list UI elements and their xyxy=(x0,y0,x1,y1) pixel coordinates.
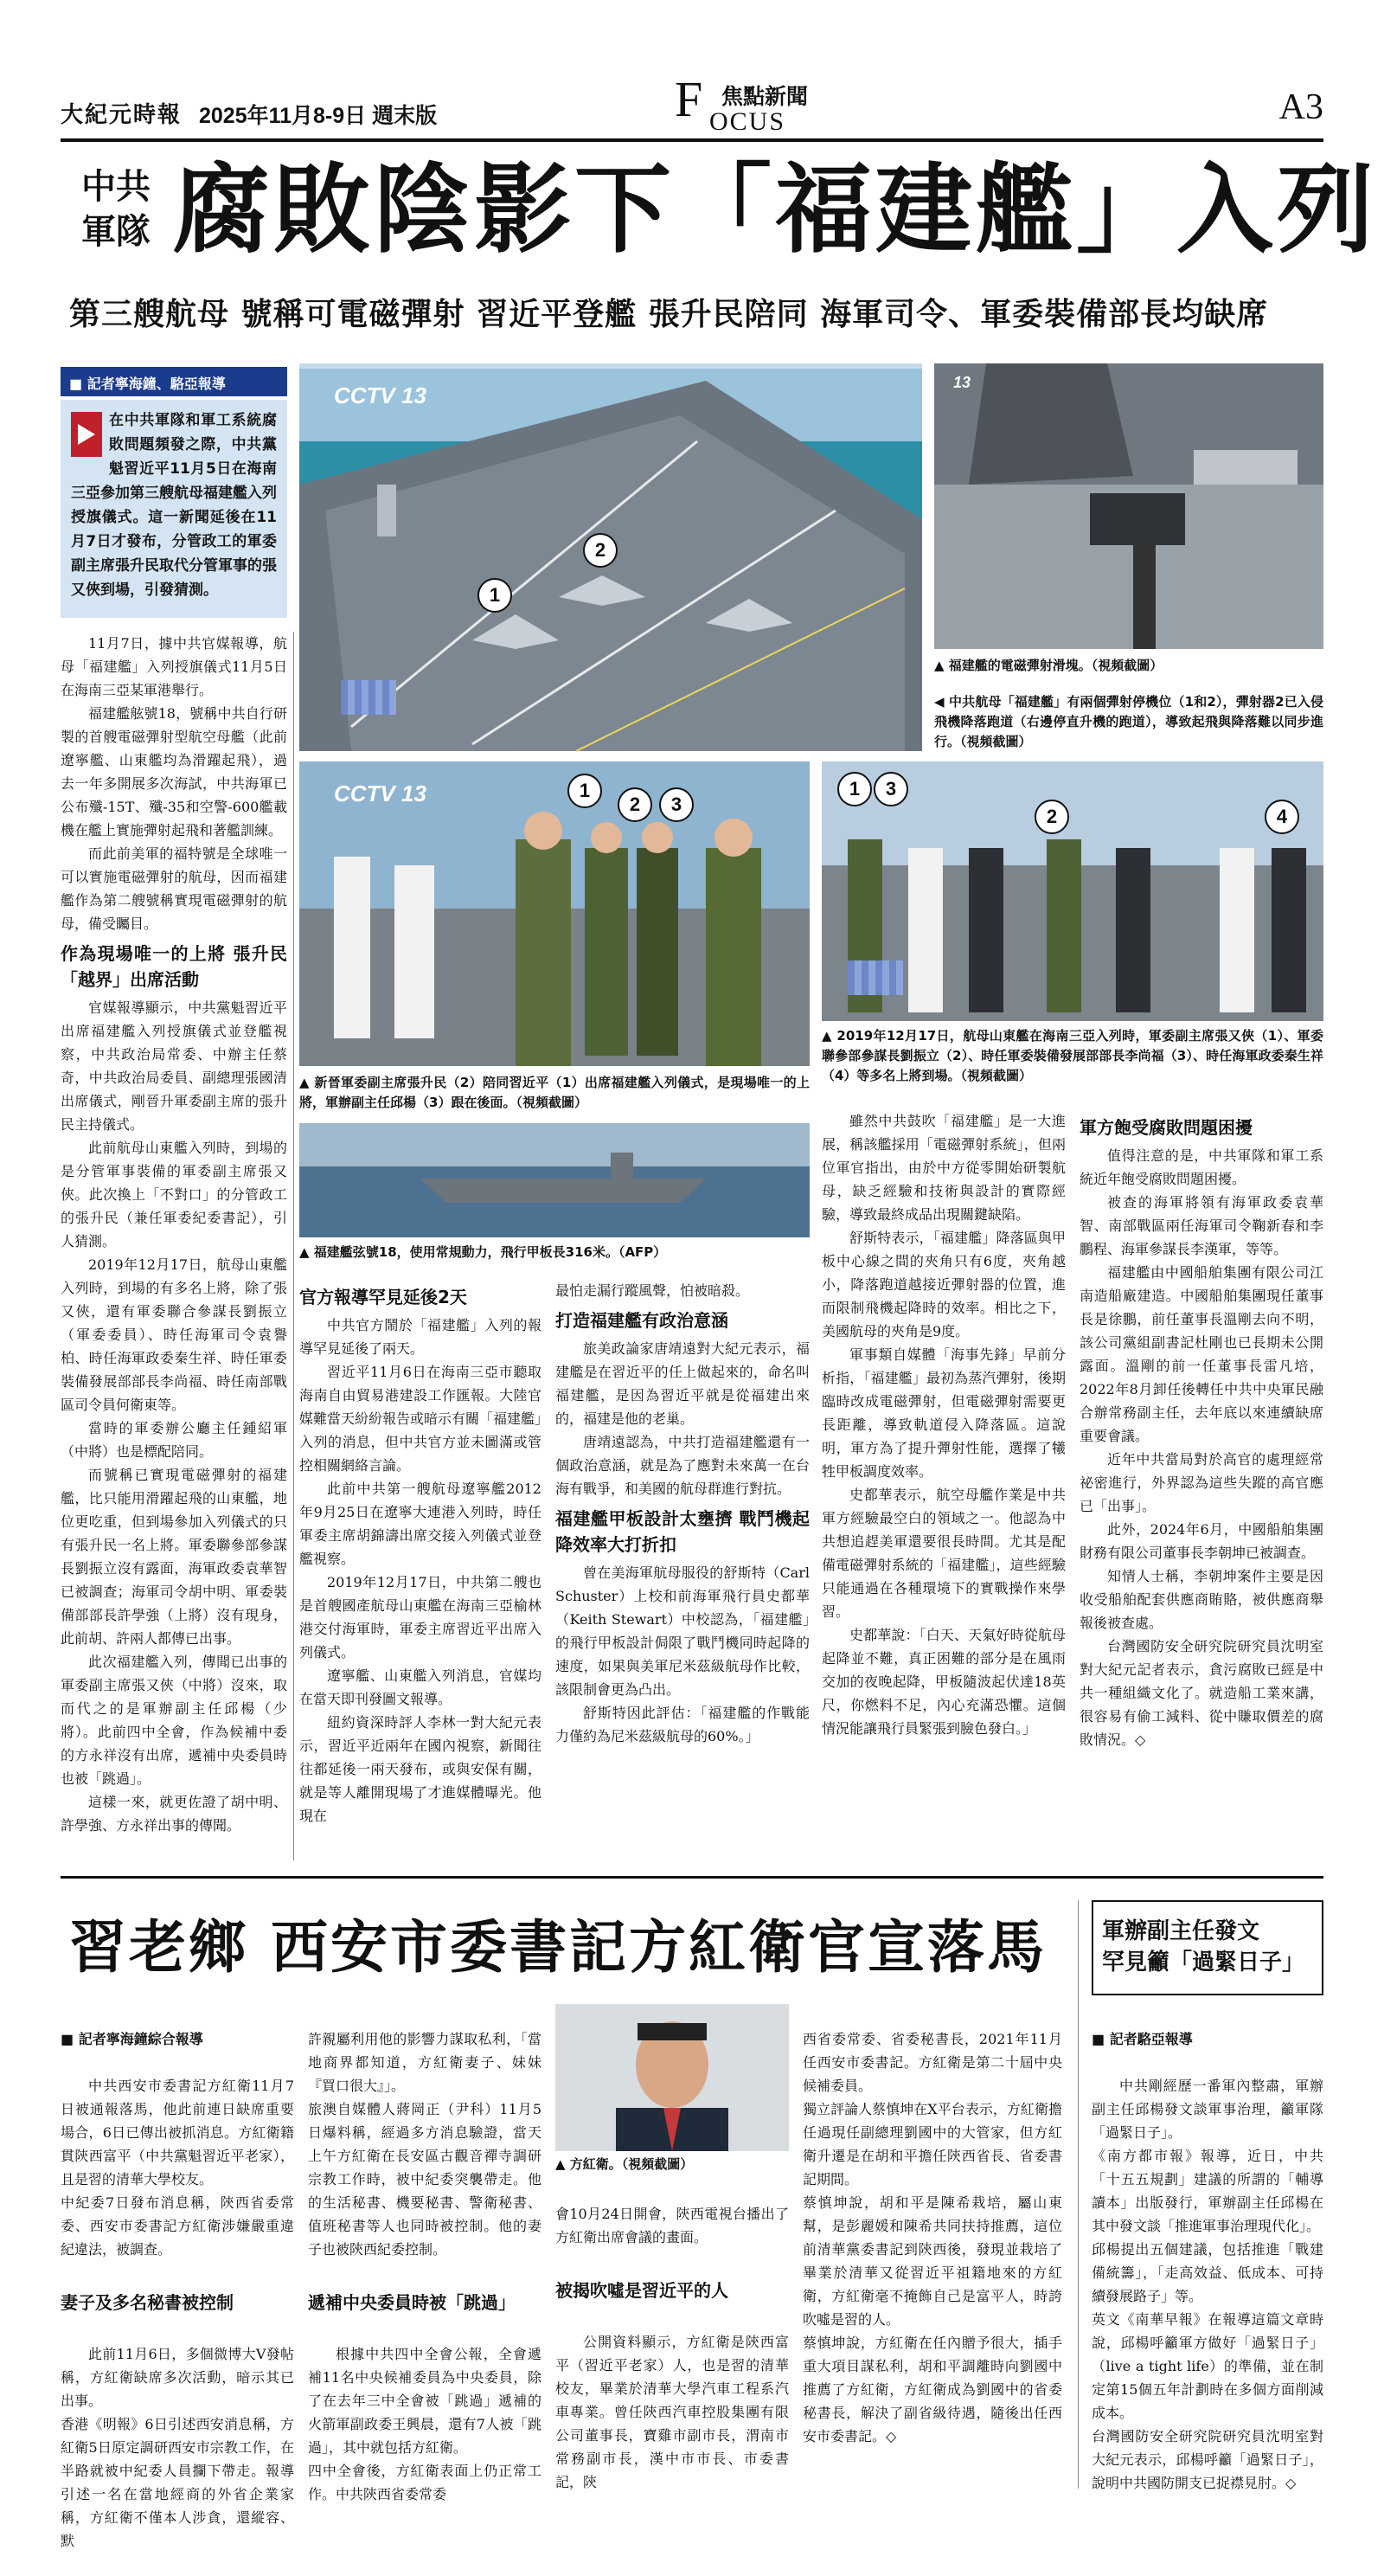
paragraph: 中共官方鬧於「福建艦」入列的報導罕見延後了兩天。 xyxy=(299,1317,541,1357)
subheading: 軍方飽受腐敗問題困擾 xyxy=(1080,1117,1253,1138)
portrait-illustration xyxy=(555,2004,789,2151)
headline-prefix-line1: 中共 xyxy=(81,166,151,207)
story2-column-3 xyxy=(555,2179,789,2489)
paragraph: 舒斯特表示，「福建艦」降落區與甲板中心線之間的夾角只有6度，夾角越小，降落跑道越接近彈射器的位置，進而限制飛機起降時的效率。相比之下，美國航母的夾角是9度。 xyxy=(822,1230,1066,1339)
paragraph: 西省委常委、省委秘書長，2021年11月任西安市委書記。方紅衛是第二十屆中央候補委員。 獨立評論人蔡慎坤在X平台表示，方紅衛擔任過現任副總理劉國中的大管家，但方紅衛升遷是在胡和平擔任陝西省長、省委書記期間。 蔡慎坤說，胡和平是陳希栽培，屬山東幫，是彭麗媛和陳希共同扶持推薦，這位前清華黨委書記到陝西後，發現並栽培了畢業於清華又從習近平祖籍地來的方紅衛，方紅衛毫不掩飾自己是富平人，時誇吹噓是習的人。 蔡慎坤說，方紅衛在任內贈予很大，插手重大項目謀私利，胡和平調離時向劉國中推薦了方紅衛，方紅衛成為劉國中的省委秘書長，解決了副省級待遇，隨後出任西安市委書記。◇ xyxy=(803,2031,1062,2444)
caption-ceremony: ▲ 新晉軍委副主席張升民（2）陪同習近平（1）出席福建艦入列儀式，是現場唯一的上將，軍辦副主任邱楊（3）跟在後面。（視頻截圖） xyxy=(299,1075,810,1110)
paragraph: 而此前美軍的福特號是全球唯一可以實施電磁彈射的航母，因而福建艦作為第二艘號稱實現電磁彈射的航母，備受矚目。 xyxy=(61,845,287,932)
story2-reporter: ■ 記者寧海鐘綜合報導 xyxy=(61,2027,294,2051)
subheading: 妻子及多名秘書被控制 xyxy=(61,2292,234,2313)
paragraph: 福建艦舷號18，號稱中共自行研製的首艘電磁彈射型航空母艦（此前遼寧艦、山東艦均為滑躍起飛），過去一年多開展多次海試，中共海軍已公布殲-15T、殲-35和空警-600艦載機在艦上實施彈射起飛和著艦訓練。 xyxy=(61,705,287,838)
section-name-en: OCUS xyxy=(709,107,786,136)
paragraph: 2019年12月17日，航母山東艦入列時，到場的有多名上將，除了張又俠，還有軍委聯合參謀長劉振立（軍委委員）、時任海軍司令袁譽柏、時任海軍政委秦生祥、時任軍委裝備發展部部長李尚福、時任南部戰區司令員何衛東等。 xyxy=(61,1256,287,1413)
cctv-logo: CCTV 13 xyxy=(334,781,426,806)
story3-reporter: ■ 記者駱亞報導 xyxy=(1092,2027,1323,2051)
column-divider xyxy=(293,632,294,1860)
paragraph: 台灣國防安全研究院研究員沈明室對大紀元記者表示，貪污腐敗已經是中共一種組織文化了。就造船工業來講，很容易有偷工減料、從中賺取價差的腐敗情況。◇ xyxy=(1080,1638,1323,1748)
paragraph: 遼寧艦、山東艦入列消息，官媒均在當天即刊發圖文報導。 xyxy=(299,1667,541,1707)
column-divider xyxy=(1078,1900,1079,2489)
section-logo xyxy=(675,71,830,136)
photo-fang-hongwei xyxy=(555,2004,789,2151)
caption-catapult: ▲ 福建艦的電磁彈射滑塊。（視頻截圖） xyxy=(934,658,1163,673)
marker-2: 2 xyxy=(583,533,618,568)
paragraph: 會10月24日開會，陝西電視台播出了方紅衛出席會議的畫面。 xyxy=(555,2206,789,2245)
paragraph: 值得注意的是，中共軍隊和軍工系統近年飽受腐敗問題困擾。 xyxy=(1080,1147,1323,1187)
column-5 xyxy=(1080,1109,1323,1860)
subheading: 作為現場唯一的上將 張升民「越界」出席活動 xyxy=(61,943,287,990)
paper-name: 大紀元時報 xyxy=(61,102,183,128)
section-name-cn: 焦點新聞 xyxy=(721,84,809,109)
paragraph: 此前11月6日，多個微博大V發帖稱，方紅衛缺席多次活動，暗示其已出事。 香港《明報》6日引述西安消息稱，方紅衛5日原定調研西安市宗教工作，在半路就被中紀委人員攔下帶走。報導引述一名在當地經商的外省企業家稱，方紅衛不僅本人涉貪，還縱容、默 xyxy=(61,2346,294,2549)
section-rule xyxy=(61,1876,1323,1879)
paragraph: 知情人士稱，李朝坤案件主要是因收受船舶配套供應商賄賂，被供應商舉報後被查處。 xyxy=(1080,1568,1323,1631)
carrier-sea-illustration xyxy=(299,1123,810,1237)
paragraph: 根據中共四中全會公報，全會遞補11名中央候補委員為中央委員，除了在去年三中全會被「跳過」遞補的火箭軍副政委王興晨，還有7人被「跳過」，其中就包括方紅衛。 四中全會後，方紅衛表面上仍正常工作。中共陝西省委常委 xyxy=(308,2346,541,2502)
lead-box xyxy=(61,400,287,618)
paragraph: 公開資料顯示，方紅衛是陝西富平（習近平老家）人，也是習的清華校友，畢業於清華大學汽車工程系汽車專業。曾任陝西汽車控股集團有限公司董事長，寶雞市副市長，渭南市常務副市長，漢中市市長、市委書記，陝 xyxy=(555,2334,789,2490)
channel-logo: 13 xyxy=(953,374,971,391)
story2-headline: 習老鄉 西安市委書記方紅衛官宣落馬 xyxy=(69,1913,1047,1981)
section-initial: F xyxy=(675,71,703,127)
marker-3: 3 xyxy=(874,772,908,806)
photo-xi-ceremony xyxy=(299,761,810,1066)
column-4 xyxy=(822,1109,1066,1860)
subheading: 被揭吹噓是習近平的人 xyxy=(555,2280,728,2301)
paragraph: 福建艦由中國船舶集團有限公司江南造船廠建造。中國船舶集團現任董事長是徐鵬，前任董事長溫剛去向不明，該公司黨組副書記杜剛也已長期未公開露面。溫剛的前一任董事長雷凡培，2022年8月卸任後轉任中共中央軍民融合辦常務副主任，去年底以來連續缺席重要會議。 xyxy=(1080,1264,1323,1444)
story3-headline-line1: 軍辦副主任發文 xyxy=(1102,1918,1260,1944)
column-2 xyxy=(299,1279,541,1860)
paragraph: 軍事類自媒體「海事先鋒」早前分析指，「福建艦」最初為蒸汽彈射，後期臨時改成電磁彈射，但電磁彈射需要更長距離，導致軌道侵入降落區。這說明，軍方為了提升彈射性能，選擇了犧牲甲板調度效率。 xyxy=(822,1346,1066,1480)
paragraph: 最怕走漏行蹤風聲，怕被暗殺。 xyxy=(555,1282,750,1299)
paragraph: 中共剛經歷一番軍內整肅，軍辦副主任邱楊發文談軍事治理，籲軍隊「過緊日子」。 《南方都市報》報導，近日，中共「十五五規劃」建議的所謂的「輔導讀本」出版發行，軍辦副主任邱楊在其中發文談「推進軍事治理現代化」。 邱楊提出五個建議，包括推進「戰建備統籌」，「走高效益、低成本、可持續發展路子」等。 英文《南華早報》在報導這篇文章時說，邱楊呼籲軍方做好「過緊日子」（live a tight life）的準備，並在制定第15個五年計劃時在多個方面削減成本。 台灣國防安全研究院研究員沈明室對大紀元表示，邱楊呼籲「過緊日子」，說明中共國防開支已捉襟見肘。◇ xyxy=(1092,2078,1323,2491)
paragraph: 許親屬利用他的影響力謀取私利，「當地商界都知道，方紅衛妻子、妹妹『買口很大』」。 旅澳自媒體人蔣岡正（尹科）11月5日爆料稱，經過多方消息驗證，當天上午方紅衛在長安區古觀音禪寺調研宗教工作時，被中紀委突襲帶走。他的生活秘書、機要秘書、警衛秘書、值班秘書等人也同時被控制。他的妻子也被陝西紀委控制。 xyxy=(308,2031,541,2258)
cctv-logo: CCTV 13 xyxy=(334,382,426,408)
story2-column-4 xyxy=(803,2004,1062,2489)
story3-headline-box xyxy=(1092,1900,1323,1995)
paragraph: 史都華表示，航空母艦作業是中共軍方經驗最空白的領域之一。他認為中共想追趕美軍還要很長時間。尤其是配備電磁彈射系統的「福建艦」，這些經驗只能通過在各種環境下的實戰操作來學習。 xyxy=(822,1487,1066,1620)
marker-4: 4 xyxy=(1265,800,1299,834)
caption-deck: ◀ 中共航母「福建艦」有兩個彈射停機位（1和2），彈射器2已入侵飛機降落跑道（右邊停直升機的跑道），導致起飛與降落難以同步進行。（視頻截圖） xyxy=(934,694,1323,749)
column-3 xyxy=(555,1279,810,1860)
paragraph: 當時的軍委辦公廳主任鍾紹軍（中將）也是標配陪同。 xyxy=(61,1420,287,1460)
reporter-byline: ■ 記者寧海鐘、駱亞報導 xyxy=(61,367,287,396)
story2-column-1 xyxy=(61,2004,294,2549)
marker-1: 1 xyxy=(837,772,872,806)
paragraph: 曾在美海軍航母服役的舒斯特（Carl Schuster）上校和前海軍飛行員史都華（Keith Stewart）中校認為，「福建艦」的飛行甲板設計侷限了戰鬥機同時起降的速度，如果與美軍尼米茲級航母作比較，該限制會更為凸出。 xyxy=(555,1564,810,1698)
paragraph: 這樣一來，就更佐證了胡中明、許學強、方永祥出事的傳聞。 xyxy=(61,1794,287,1834)
paragraph: 近年中共當局對於高官的處理經常祕密進行，外界認為這些失蹤的高官應已「出事」。 xyxy=(1080,1451,1323,1514)
story2-column-2 xyxy=(308,2004,541,2502)
story3-column xyxy=(1092,2004,1323,2489)
paragraph: 而號稱已實現電磁彈射的福建艦，比只能用滑躍起飛的山東艦，地位更吃重，但到場參加入列儀式的只有張升民一名上將。軍委聯參部參謀長劉振立沒有露面，海軍政委袁華智已被調查；海軍司令胡中明、軍委裝備部部長許學強（上將）沒有現身，此前胡、許兩人都傳已出事。 xyxy=(61,1467,287,1647)
photo-carrier-sea xyxy=(299,1123,810,1237)
masthead-rule xyxy=(61,138,1323,142)
marker-1: 1 xyxy=(567,774,602,808)
paragraph: 官媒報導顯示，中共黨魁習近平出席福建艦入列授旗儀式並登艦視察，中共政治局常委、中辦主任蔡奇，中共政治局委員、副總理張國清出席儀式，剛晉升軍委副主席的張升民主持儀式。 xyxy=(61,999,287,1133)
paragraph: 此前中共第一艘航母遼寧艦2012年9月25日在遼寧大連港入列時，時任軍委主席胡錦濤出席交接入列儀式並登艦視察。 xyxy=(299,1481,541,1567)
marker-2: 2 xyxy=(1035,800,1069,834)
marker-3: 3 xyxy=(659,787,694,822)
paragraph: 此前航母山東艦入列時，到場的是分管軍事裝備的軍委副主席張又俠。此次換上「不對口」的分管政工的張升民（兼任軍委紀委書記），引人猜測。 xyxy=(61,1140,287,1249)
blurred-watermark xyxy=(341,680,396,715)
subheading: 遞補中央委員時被「跳過」 xyxy=(308,2292,516,2313)
marker-1: 1 xyxy=(477,578,512,613)
blurred-watermark xyxy=(848,960,903,995)
photo-catapult xyxy=(934,363,1323,649)
catapult-illustration xyxy=(934,363,1323,649)
marker-2: 2 xyxy=(618,787,652,822)
paragraph: 習近平11月6日在海南三亞市聽取海南自由貿易港建設工作匯報。大陸官媒難當天紛紛報告或暗示有關「福建艦」入列的消息，但中共官方並未圖滿或管控相關網絡言論。 xyxy=(299,1364,542,1474)
headline-prefix xyxy=(73,164,159,254)
subheading: 官方報導罕見延後2天 xyxy=(299,1287,467,1307)
arrow-right-icon xyxy=(71,412,102,457)
paragraph: 舒斯特因此評估：「福建艦的作戰能力僅約為尼米茲級航母的60%。」 xyxy=(555,1705,810,1744)
caption-carrier-sea: ▲ 福建艦弦號18，使用常規動力，飛行甲板長316米。（AFP） xyxy=(299,1244,667,1260)
masthead xyxy=(61,71,1323,136)
subheading: 福建艦甲板設計太壅擠 戰鬥機起降效率大打折扣 xyxy=(555,1508,810,1555)
story3-headline-line2: 罕見籲「過緊日子」 xyxy=(1102,1950,1305,1975)
paragraph: 旅美政論家唐靖遠對大紀元表示，福建艦是在習近平的任上做起來的，命名叫福建艦，是因為習近平就是從福建出來的，福建是他的老巢。 xyxy=(555,1340,810,1427)
column-1 xyxy=(61,632,287,1860)
subheading: 打造福建艦有政治意涵 xyxy=(555,1310,728,1331)
photo-shandong-2019 xyxy=(822,761,1323,1021)
caption-fang: ▲ 方紅衛。（視頻截圖） xyxy=(555,2156,694,2172)
paragraph: 此次福建艦入列，傳聞已出事的軍委副主席張又俠（中將）沒來，取而代之的是軍辦副主任邱楊（少將）。此前四中全會，作為候補中委的方永祥沒有出席，遞補中央委員時也被「跳過」。 xyxy=(61,1654,287,1787)
paragraph: 史都華說：「白天、天氣好時從航母起降並不難，真正困難的部分是在風雨交加的夜晚起降，甲板隨波起伏達18英尺，你燃料不足，內心充滿恐懼。這個情況能讓飛行員緊張到臉色發白。」 xyxy=(822,1627,1066,1737)
page-number: A3 xyxy=(1278,87,1323,127)
caption-shandong: ▲ 2019年12月17日，航母山東艦在海南三亞入列時，軍委副主席張又俠（1）、軍委聯參部參謀長劉振立（2）、時任軍委裝備發展部部長李尚福（3）、時任海軍政委秦生祥（4）等多名上將到場。（視頻截圖） xyxy=(822,1028,1323,1083)
photo-carrier-deck xyxy=(299,363,922,751)
lead-text: 在中共軍隊和軍工系統腐敗問題頻發之際，中共黨魁習近平11月5日在海南三亞參加第三艘航母福建艦入列授旗儀式。這一新聞延後在11月7日才發布，分管政工的軍委副主席張升民取代分管軍事的張又俠到場，引發猜測。 xyxy=(71,412,277,599)
headline-prefix-line2: 軍隊 xyxy=(81,211,151,252)
headline-main: 腐敗陰影下「福建艦」入列 xyxy=(173,153,1377,267)
paragraph: 中共西安市委書記方紅衛11月7日被通報落馬，他此前連日缺席重要場合，6日已傳出被抓消息。方紅衛籍貫陝西富平（中共黨魁習近平老家），且是習的清華大學校友。 中紀委7日發布消息稱，陝西省委常委、西安市委書記方紅衛涉嫌嚴重違紀違法，被調查。 xyxy=(61,2078,294,2258)
paragraph: 2019年12月17日，中共第二艘也是首艘國產航母山東艦在海南三亞榆林港交付海軍時，軍委主席習近平出席入列儀式。 xyxy=(299,1574,541,1661)
paragraph: 紐約資深時評人李林一對大紀元表示，習近平近兩年在國內視察，新聞往往都延後一兩天發布，或與安保有關，就是等人離開現場了才進媒體曝光。他現在 xyxy=(299,1714,541,1824)
paragraph: 唐靖遠認為，中共打造福建艦還有一個政治意涵，就是為了應對未來萬一在台海有戰爭，和美國的航母群進行對抗。 xyxy=(555,1434,810,1497)
paragraph: 被查的海軍將領有海軍政委袁華智、南部戰區兩任海軍司令鞠新春和李鵬程、海軍參謀長李漢軍，等等。 xyxy=(1080,1194,1323,1257)
issue-date: 2025年11月8-9日 週末版 xyxy=(199,104,438,128)
paragraph: 雖然中共鼓吹「福建艦」是一大進展，稱該艦採用「電磁彈射系統」，但兩位軍官指出，由於中方從零開始研製航母，缺乏經驗和技術與設計的實際經驗，導致最終成品出現關鍵缺陷。 xyxy=(822,1113,1066,1223)
paragraph: 11月7日，據中共官媒報導，航母「福建艦」入列授旗儀式11月5日在海南三亞某軍港舉行。 xyxy=(61,635,287,698)
subheadline: 第三艘航母 號稱可電磁彈射 習近平登艦 張升民陪同 海軍司令、軍委裝備部長均缺席 xyxy=(69,297,1269,332)
paragraph: 此外，2024年6月，中國船舶集團財務有限公司董事長李朝坤已被調查。 xyxy=(1080,1521,1323,1561)
